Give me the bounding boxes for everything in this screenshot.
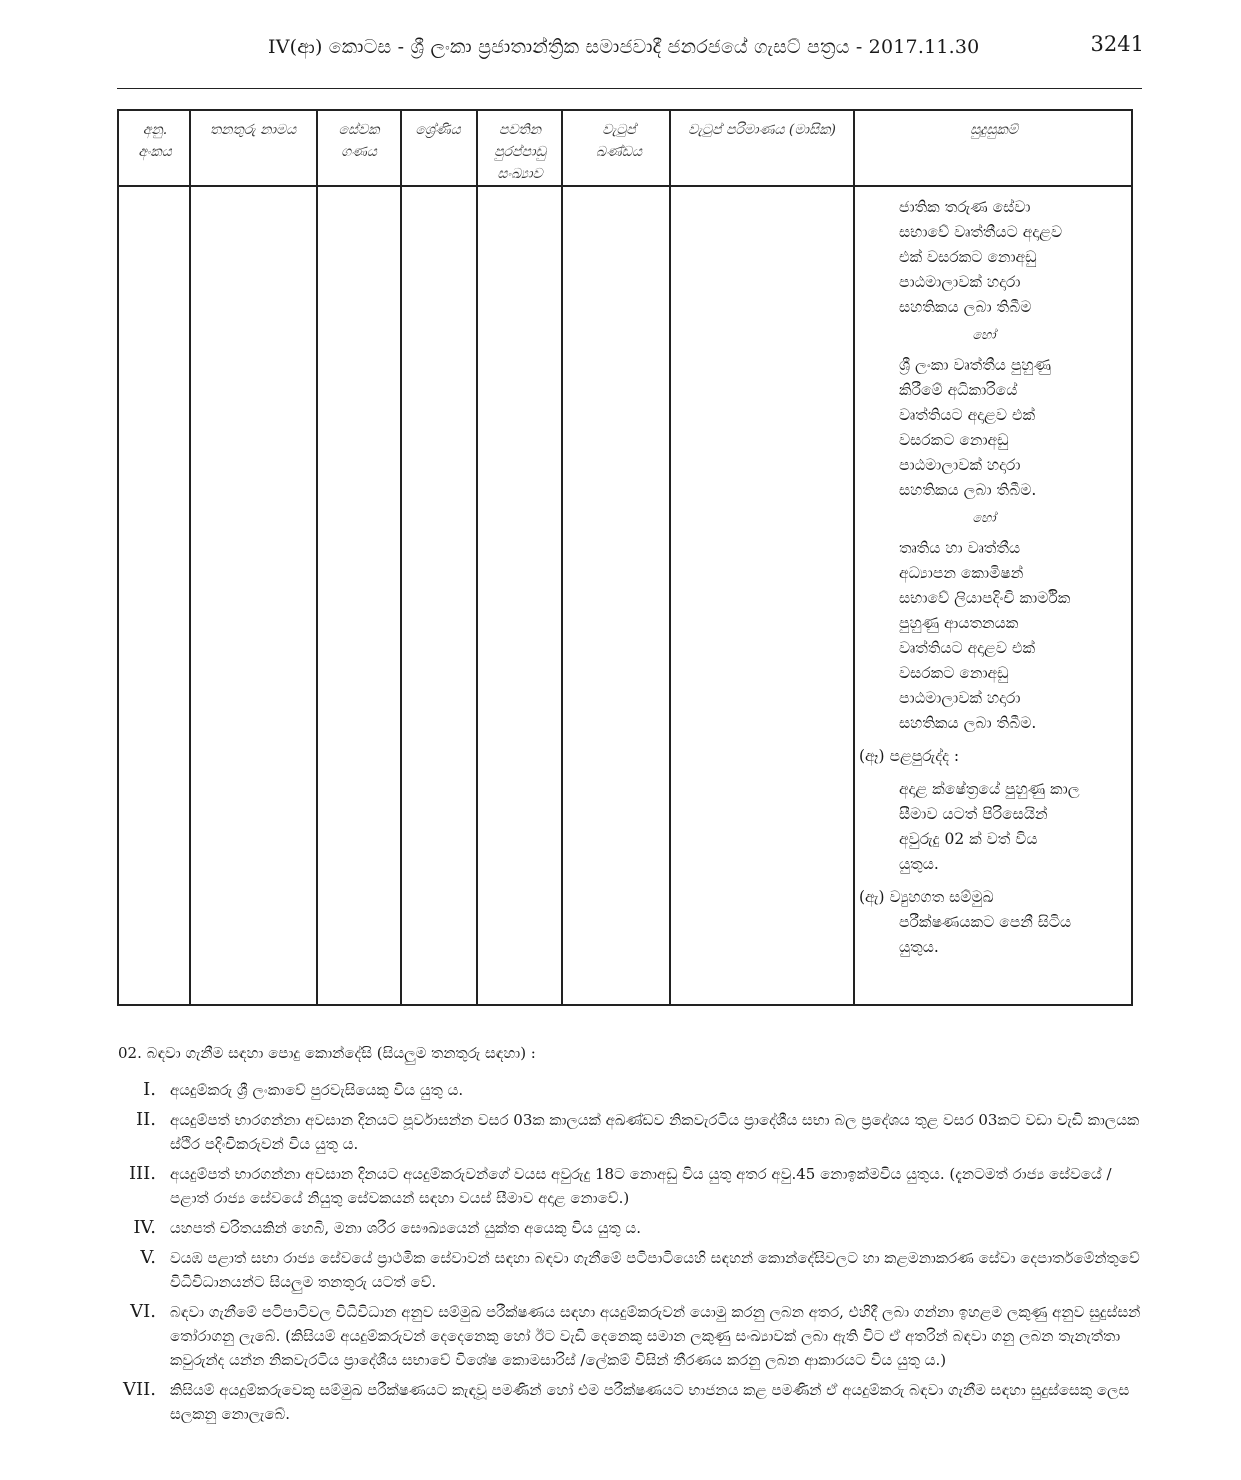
text-line: වෘත්තියට අදාළව එක් bbox=[899, 406, 1036, 424]
condition-number: VII. bbox=[123, 1379, 156, 1400]
text-line: පරීක්ෂණයකට පෙනී සිටිය bbox=[899, 913, 1072, 931]
column-divider bbox=[669, 111, 671, 1004]
col-header-serial: අනු. අංකය bbox=[138, 122, 172, 160]
qualification-block bbox=[859, 195, 1129, 320]
col-header-grade: ශ්‍රේණිය bbox=[415, 122, 461, 138]
experience-heading: (ඈ) පළපුරුද්ද : bbox=[859, 747, 960, 765]
col-header-vacancies: පවතින පුරප්පාඩු සංඛ්‍යාව bbox=[494, 122, 546, 182]
section-heading: 02. බඳවා ගැනීම සඳහා පොදු කොන්දේසි (සියලුම තනතුරු සඳහා) : bbox=[118, 1044, 536, 1062]
column-divider bbox=[561, 111, 563, 1004]
text-line: සීමාව යටත් පිරිසෙයින් bbox=[899, 805, 1048, 823]
text-line: වෘත්තියට අදාළව එක් bbox=[899, 639, 1036, 657]
qualification-block bbox=[859, 353, 1129, 503]
condition-text: යහපත් චරිතයකින් හෙබි, මනා ශරීර සෞඛ්‍යයෙන් යුක්ත අයෙකු විය යුතු ය. bbox=[170, 1219, 641, 1237]
page-number: 3241 bbox=[1090, 32, 1144, 56]
condition-number: IV. bbox=[133, 1217, 156, 1238]
condition-item bbox=[118, 1246, 1148, 1294]
text-line: සභාවේ ලියාපදිංචි කාර්මික bbox=[899, 589, 1071, 607]
text-line: සහතිකය ලබා තිබීම bbox=[899, 298, 1032, 316]
text-line: වසරකට නොඅඩු bbox=[899, 431, 1009, 449]
condition-text: කිසියම් අයදුම්කරුවෙකු සම්මුඛ පරීක්ෂණයට කැඳවූ පමණින් හෝ එම පරීක්ෂණයට භාජනය කළ පමණින් ඒ අයදුම්කරු බඳවා ගැනීම සඳහා සුදුස්සෙකු ලෙස සලකනු නොලැබේ. bbox=[170, 1381, 1130, 1423]
page-header bbox=[118, 32, 1144, 66]
text-line: අදාළ ක්ෂේත්‍රයේ පුහුණු කාල bbox=[899, 780, 1080, 798]
header-divider bbox=[117, 88, 1142, 89]
text-line: ජාතික තරුණ සේවා bbox=[899, 198, 1031, 216]
condition-number: I. bbox=[143, 1079, 156, 1100]
gazette-title: IV(ආ) කොටස - ශ්‍රී ලංකා ප්‍රජාතාන්ත්‍රික සමාජවාදී ජනරජයේ ගැසට් පත්‍රය - 2017.11.30 bbox=[268, 36, 980, 58]
text-line: ශ්‍රී ලංකා වෘත්තීය පුහුණු bbox=[899, 356, 1051, 374]
text-line: අවුරුදු 02 ක් වත් විය bbox=[899, 830, 1038, 848]
column-divider bbox=[189, 111, 191, 1004]
condition-number: II. bbox=[136, 1109, 156, 1130]
condition-text: අයදුම්පත් භාරගන්නා අවසාන දිනයට අයදුම්කරුවන්ගේ වයස අවුරුදු 18ට නොඅඩු විය යුතු අතර අවු.45 නොඉක්මවිය යුතුය. (දැනටමත් රාජ්‍ය සේවයේ /පළාත් රාජ්‍ය සේවයේ නියුතු සේවකයන් සඳහා වයස් සීමාව අදාළ නොවේ.) bbox=[170, 1165, 1112, 1207]
condition-item bbox=[118, 1378, 1148, 1426]
header-row-divider bbox=[119, 185, 1131, 187]
vacancy-table bbox=[117, 109, 1133, 1006]
text-line: පුහුණු ආයතනයක bbox=[899, 614, 1019, 632]
col-header-salary-segment: වැටුප් ඛණ්ඩය bbox=[595, 122, 643, 160]
or-separator: හෝ bbox=[972, 511, 996, 526]
column-divider bbox=[476, 111, 478, 1004]
condition-text: වයඹ පළාත් සභා රාජ්‍ය සේවයේ ප්‍රාථමික සේවාවන් සඳහා බඳවා ගැනීමේ පටිපාටියෙහි සඳහන් කොන්දේසිවලට හා කළමනාකරණ සේවා දෙපාර්තමේන්තුවේ විධිවිධානයන්ට සියලුම තනතුරු යටත් වේ. bbox=[170, 1249, 1140, 1291]
text-line: සහතිකය ලබා තිබීම. bbox=[899, 481, 1037, 499]
condition-item bbox=[118, 1216, 1148, 1240]
text-line: සහතිකය ලබා තිබීම. bbox=[899, 714, 1037, 732]
text-line: අධ්‍යාපන කොමිෂන් bbox=[899, 564, 1024, 582]
condition-number: V. bbox=[140, 1247, 156, 1268]
condition-text: බඳවා ගැනීමේ පටිපාටිවල විධිවිධාන අනුව සම්මුඛ පරීක්ෂණය සඳහා අයදුම්කරුවන් යොමු කරනු ලබන අතර, එහිදී ලබා ගන්නා ඉහළම ලකුණු අනුව සුදුස්සන් තෝරාගනු ලැබේ. (කිසියම් අයදුම්කරුවන් දෙදෙනෙකු හෝ ඊට වැඩි දෙනෙකු සමාන ලකුණු සංඛ්‍යාවක් ලබා ඇති විට ඒ අතරින් බඳවා ගනු ලබන තැනැත්තා කවුරුන්ද යන්න නිකවැරටිය ප්‍රාදේශීය සභාවේ විශේෂ කොමසාරිස් /ලේකම් විසින් තීරණය කරනු ලබන ආකාරයට විය යුතු ය.) bbox=[170, 1303, 1141, 1369]
text-line: පාඨමාලාවක් හදාරා bbox=[899, 689, 1021, 707]
col-header-post-name: තනතුරු නාමය bbox=[209, 122, 297, 138]
text-line: යුතුය. bbox=[899, 938, 939, 956]
condition-item bbox=[118, 1108, 1148, 1156]
text-line: සභාවේ වෘත්තීයට අදාළව bbox=[899, 223, 1063, 241]
condition-number: VI. bbox=[130, 1301, 156, 1322]
condition-item bbox=[118, 1300, 1148, 1372]
condition-text: අයදුම්පත් භාරගන්නා අවසාන දිනයට පූර්වාසන්න වසර 03ක කාලයක් අඛණ්ඩව නිකවැරටිය ප්‍රාදේශීය සභා බල ප්‍රදේශය තුළ වසර 03කට වඩා වැඩි කාලයක ස්ථිර පදිංචිකරුවන් විය යුතු ය. bbox=[170, 1111, 1140, 1153]
column-divider bbox=[400, 111, 402, 1004]
interview-block bbox=[859, 910, 1129, 960]
column-divider bbox=[853, 111, 855, 1004]
text-line: තෘතිය හා වෘත්තීය bbox=[899, 539, 1021, 557]
text-line: පාඨමාලාවක් හදාරා bbox=[899, 273, 1021, 291]
col-header-salary-scale: වැටුප් පරිමාණය (මාසික) bbox=[688, 122, 836, 138]
text-line: පාඨමාලාවක් හදාරා bbox=[899, 456, 1021, 474]
general-conditions-section bbox=[118, 1044, 1148, 1426]
text-line: කිරීමේ අධිකාරියේ bbox=[899, 381, 1018, 399]
col-header-qualifications: සුදුසුකම් bbox=[970, 122, 1018, 138]
condition-item bbox=[118, 1078, 1148, 1102]
condition-number: III. bbox=[128, 1163, 156, 1184]
text-line: වසරකට නොඅඩු bbox=[899, 664, 1009, 682]
text-line: එක් වසරකට නොඅඩු bbox=[899, 248, 1037, 266]
condition-text: අයදුම්කරු ශ්‍රී ලංකාවේ පුරවැසියෙකු විය යුතු ය. bbox=[170, 1081, 464, 1099]
experience-block bbox=[859, 777, 1129, 877]
interview-heading: (ඇ) ව්‍යුහගත සම්මුඛ bbox=[859, 888, 994, 906]
condition-item bbox=[118, 1162, 1148, 1210]
col-header-service-category: සේවක ගණය bbox=[338, 122, 380, 160]
text-line: යුතුය. bbox=[899, 855, 939, 873]
qualification-block bbox=[859, 536, 1129, 736]
qualifications-cell bbox=[859, 195, 1129, 960]
or-separator: හෝ bbox=[972, 328, 996, 343]
column-divider bbox=[316, 111, 318, 1004]
